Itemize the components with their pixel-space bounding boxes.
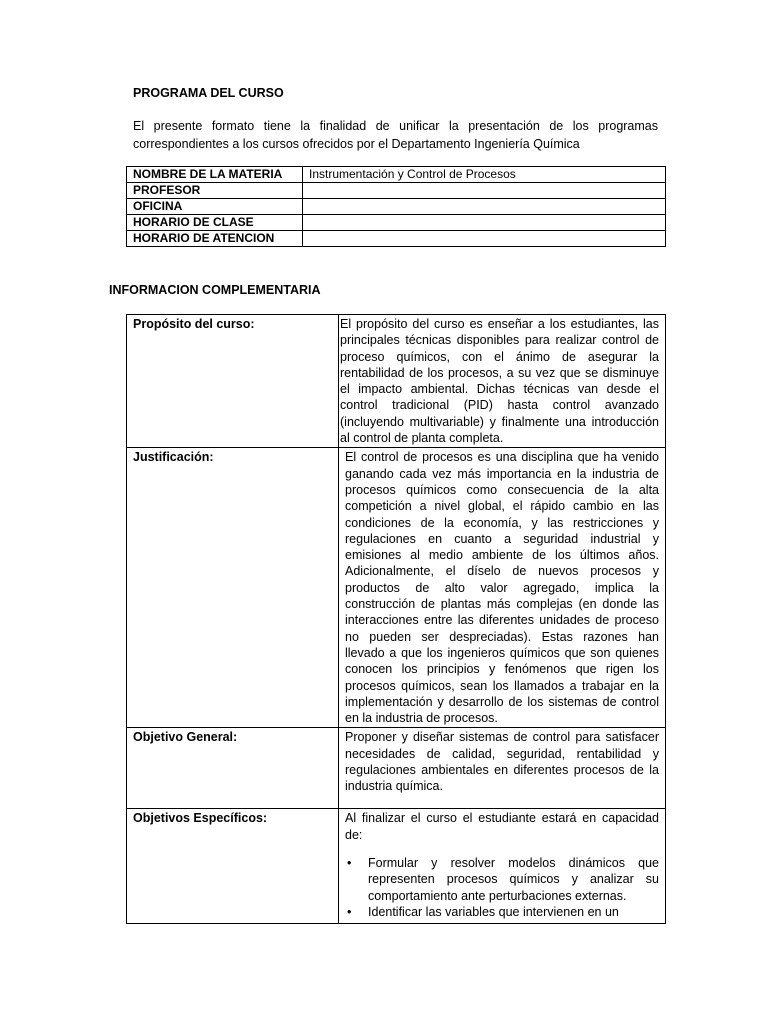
row-label: Objetivos Específicos: bbox=[127, 809, 339, 924]
field-value bbox=[303, 183, 666, 199]
document-title: PROGRAMA DEL CURSO bbox=[133, 86, 284, 100]
table-row bbox=[127, 215, 666, 231]
field-value bbox=[303, 231, 666, 247]
field-value: Instrumentación y Control de Procesos bbox=[303, 167, 666, 183]
section-heading: INFORMACION COMPLEMENTARIA bbox=[109, 283, 321, 297]
row-text: El propósito del curso es enseñar a los estudiantes, las principales técnicas disponibles para realizar control de proceso químicos, con el ánimo de asegurar la rentabilidad de los procesos, a su vez que se disminuye el impacto ambiental. Dichas técnicas van desde el control tradicional (PID) hasta control avanzado (incluyendo multivariable) y finalmente una introducción al control de planta completa. bbox=[339, 315, 666, 448]
field-label: HORARIO DE ATENCION bbox=[127, 231, 303, 247]
table-row bbox=[127, 315, 666, 448]
field-label: NOMBRE DE LA MATERIA bbox=[127, 167, 303, 183]
table-row bbox=[127, 809, 666, 924]
objectives-intro: Al finalizar el curso el estudiante estará en capacidad de: bbox=[345, 811, 659, 842]
field-label: OFICINA bbox=[127, 199, 303, 215]
table-row bbox=[127, 183, 666, 199]
row-label: Objetivo General: bbox=[127, 728, 339, 809]
table-row bbox=[127, 231, 666, 247]
list-item: • Identificar las variables que intervienen en un bbox=[345, 904, 659, 920]
table-row bbox=[127, 728, 666, 809]
complementary-info-table bbox=[126, 314, 666, 924]
row-text: Proponer y diseñar sistemas de control para satisfacer necesidades de calidad, seguridad, rentabilidad y regulaciones ambientales en diferentes procesos de la industria química. bbox=[339, 728, 666, 809]
field-label: HORARIO DE CLASE bbox=[127, 215, 303, 231]
intro-paragraph: El presente formato tiene la finalidad de unificar la presentación de los programas correspondientes a los cursos ofrecidos por el Departamento Ingeniería Química bbox=[133, 119, 658, 151]
row-content bbox=[339, 809, 666, 924]
row-label: Propósito del curso: bbox=[127, 315, 339, 448]
table-row bbox=[127, 448, 666, 728]
list-item: • Formular y resolver modelos dinámicos que representen procesos químicos y analizar su comportamiento ante perturbaciones externas. bbox=[345, 855, 659, 904]
table-row bbox=[127, 199, 666, 215]
table-row bbox=[127, 167, 666, 183]
row-label: Justificación: bbox=[127, 448, 339, 728]
objectives-list bbox=[345, 855, 659, 920]
field-value bbox=[303, 199, 666, 215]
field-label: PROFESOR bbox=[127, 183, 303, 199]
field-value bbox=[303, 215, 666, 231]
course-info-table bbox=[126, 166, 666, 247]
row-text: El control de procesos es una disciplina que ha venido ganando cada vez más importancia en la industria de procesos químicos como consecuencia de la alta competición a nivel global, el rápido cambio en las condiciones de la economía, y las restricciones y regulaciones en cuanto a seguridad industrial y emisiones al medio ambiente de los últimos años. Adicionalmente, el díselo de nuevos procesos y productos de alto valor agregado, implica la construcción de plantas más complejas (en donde las interacciones entre las diferentes unidades de proceso no pueden ser despreciadas). Estas razones han llevado a que los ingenieros químicos que son quienes conocen los principios y fenómenos que rigen los procesos químicos, sean los llamados a trabajar en la implementación y desarrollo de los sistemas de control en la industria de procesos. bbox=[339, 448, 666, 728]
